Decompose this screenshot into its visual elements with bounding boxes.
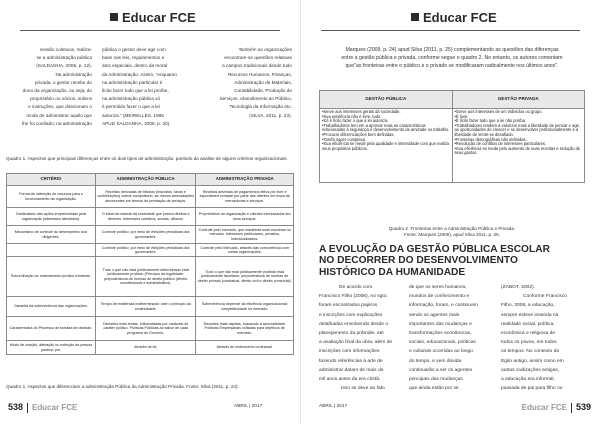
text-line: administrar datam de mais de [319, 367, 384, 373]
text-line: autoriza." (MEIRELLES, 1995 [102, 112, 164, 118]
right-page-header [321, 8, 580, 31]
footer-date: ABRIL | 2017 [319, 404, 348, 409]
table-cell: Tudo o que não está juridicamente proibido está juridicamente facultado; prepoderância de normas de direito privado (contratual, direito civil e direito comercial). [196, 257, 294, 297]
table-row [320, 109, 585, 183]
text-line: é permitido fazer o que a lei [102, 104, 160, 110]
text-line: sessão coletivos, realiza- [39, 47, 92, 52]
list-item: •Sua eficiência se mede pela qualidade e intensidade com que realiza seus propósitos públicos. [322, 141, 450, 151]
table-cell: Receitas derivadas de tributos (impostos, taxas e contribuições) cobrar compulsório, se menos arrecadações decorrentes em termos de prestação de serviços. [95, 186, 195, 208]
list-item: •Serve aos interesses gerais da sociedade. [322, 109, 401, 114]
text-line: encontram-se questões relativas [224, 55, 292, 61]
table-cell: Característica do Processo de tomada de decisão. [7, 317, 96, 341]
footer-brand: Educar FCE [521, 403, 567, 412]
text-line: modo de administrar aquilo que [26, 112, 92, 118]
text-line: sempre esteve inserida na [501, 312, 559, 318]
text-line: e inscrições com explicações [319, 312, 383, 318]
left-column-3 [202, 46, 292, 120]
table-cell [7, 244, 96, 257]
text-line: fazendo referências à arte de [319, 358, 383, 364]
text-line: que"as fronteiras entre o público e o privado se modificaram radicalmente nos últimos anos". [345, 63, 559, 69]
footer-divider [571, 403, 572, 413]
table-cell: Através de lei. [95, 341, 195, 355]
left-footer [8, 402, 263, 414]
text-line: informação, foram, e continuam [409, 303, 478, 309]
table-cell: Forma de obtenção de recursos para o funcionamento da organização. [7, 186, 96, 208]
page-number: 539 [575, 402, 591, 412]
page-number: 538 [8, 402, 24, 412]
section-heading [319, 244, 589, 278]
list-item: •Serve aos interesses de um indivíduo ou grupo. [454, 109, 543, 114]
list-item: •É lícito fazer tudo que a lei não proíba. [454, 118, 527, 124]
text-line: na administração pública só [102, 96, 161, 102]
text-line: APUD SALDANHA, 2006, p. 20). [102, 120, 171, 126]
right-footer [317, 402, 593, 414]
text-line: Fonte: Marques (2009), apud Silva 2011, p. 25. [404, 231, 500, 237]
left-column-1 [6, 46, 92, 128]
text-line: (SILVA, 2011, p. 23). [249, 112, 292, 118]
text-line: Serviços, Abondimento ao Público, [219, 96, 292, 102]
text-line: sendo os agentes mais [409, 312, 460, 318]
table-cell: Controle pelo mercado, que manifesta suas escolhas no mercado. Interesses particulares, privados, individualizados. [196, 226, 294, 244]
table-cell: Garantia da sobrevivência das organizações. [7, 297, 96, 317]
text-line: Tecnologia da Informação etc. [229, 104, 292, 110]
table-row [7, 257, 294, 297]
text-line: mundos de conhecimento e [409, 294, 470, 300]
list-item: •Sua existência não é livre, tudo. [322, 113, 382, 119]
table-header-row [320, 91, 585, 109]
text-line: os tempos. No contexto do [501, 349, 560, 355]
text-line: mil anos antes da era cristã. [319, 377, 381, 383]
text-line: e culturais ocorridas ao longo [409, 349, 473, 355]
table-cell: Subordinação ao ordenamento jurídico existente. [7, 257, 96, 297]
table-cell [320, 109, 453, 183]
list-item: •Só é lícito fazer o que a lei autoriza. [322, 118, 389, 124]
text-line: Egito antigo, assim como em [501, 358, 564, 364]
list-item: •Resolução de conflitos de interesses particulares. [454, 141, 547, 147]
text-line: Francisco Filho (2006), no sgto, [319, 294, 388, 300]
text-line: realidade social, política, [501, 321, 555, 327]
table1-caption-bottom: Quadro 1. Aspectos que diferenciam a administração Pública da Administração Privada. Fonte: Silva (2011, p. 24). [6, 384, 239, 389]
table-header-cell: GESTÃO PÚBLICA [320, 91, 453, 109]
table-cell: Decisões mais lentas, influenciadas por variáveis de caráter político. Políticas Públicas ao sabor de cada programa de Governo. [95, 317, 195, 341]
text-line: importantes das mudanças e [409, 321, 472, 327]
table-row [7, 297, 294, 317]
text-line: e instruções, que direcionam o [28, 104, 92, 110]
table-cell: Através de instrumento contratual. [196, 341, 294, 355]
text-line: base nas leis, regulamentos e [102, 55, 165, 61]
table-row [7, 226, 294, 244]
text-line: De acordo com [339, 285, 373, 290]
table-row [7, 317, 294, 341]
text-line: pública o gestor deve agir com [102, 47, 166, 52]
right-page [300, 0, 600, 424]
text-line: privada, o gestor recebe do [34, 79, 92, 85]
heading-line: NO DECORRER DO DESENVOLVIMENTO [319, 255, 518, 267]
text-line: (SALDANHA, 2006, p. 12). [36, 63, 92, 69]
table-header-cell: ADMINISTRAÇÃO PÚBLICA [95, 174, 195, 186]
table-cell [452, 109, 585, 183]
table-header-cell: ADMINISTRAÇÃO PRIVADA [196, 174, 294, 186]
right-column-1 [319, 283, 403, 393]
table-cell: Sobrevivência depende da eficiência organizacional: competitividade no mercado. [196, 297, 294, 317]
table-cell: Receitas advindas de pagamentos feitos por livre e espontânea vontade por parte dos clientes em troca de mercadorias e serviços. [196, 186, 294, 208]
text-line: lhe foi confiado; na administração [22, 120, 92, 126]
table-cell: Controle político, por meio de eleições periódicas dos governantes. [95, 226, 195, 244]
text-line: passada de pai para filho ou [501, 386, 563, 392]
text-line: Também as organizações [238, 47, 292, 52]
text-line: do tempo, e sem dúvida [409, 358, 462, 364]
text-line: principais das mudanças [409, 377, 463, 383]
table-row [7, 208, 294, 226]
text-line: a avaliação final da obra, além de [319, 340, 393, 346]
text-line: Marques (2009, p. 24) apud Silva (2011, p. 25) complementando as questões das diferenças [345, 47, 559, 53]
text-line: que ainda estão por vir. [409, 386, 460, 392]
text-line: da Administração. Assim, "enquanto [102, 71, 177, 77]
text-line: Isso se deve ao fato [341, 386, 385, 392]
text-line: Filho, 2006, a educação, [501, 303, 555, 309]
text-line: sociais, educacionais, políticas [409, 340, 476, 346]
text-line: todos os povos, em todos [501, 340, 557, 346]
text-line: atos especiais, dentro da moral [102, 63, 168, 69]
text-line: na administração particular é [102, 79, 163, 85]
square-bullet-icon [411, 13, 419, 21]
text-line: de que os seres humanos, [409, 285, 467, 290]
heading-line: HISTÓRICO DA HUMANIDADE [319, 266, 466, 278]
table-cell: Mecanismo de controle do desempenho dos dirigentes. [7, 226, 96, 244]
table-row [7, 341, 294, 355]
right-column-2 [409, 283, 497, 393]
right-column-3 [501, 283, 587, 393]
table-cell: Controle político, por meio de eleições periódicas dos governantes. [95, 244, 195, 257]
footer-brand: Educar FCE [32, 403, 78, 412]
table-header-cell: GESTÃO PRIVADA [452, 91, 585, 109]
list-item: •Trabalhadores tem em a aprovar mais as características relacionadas à segurança e desenvolvimento de amizade no trabalho. [322, 122, 450, 133]
footer-date: ABRIL | 2017 [234, 404, 263, 409]
list-item: •Sua eficiência se mede pelo aumento de suas receitas e redução de seus gastos. [454, 145, 581, 156]
intro-paragraph [319, 46, 585, 70]
text-line: (ZABOT, 2002). [501, 285, 535, 290]
list-item: •Tarefa super complexa. [322, 136, 366, 142]
table-header-cell: CRITÉRIO [7, 174, 96, 186]
square-bullet-icon [110, 13, 118, 21]
text-line: Quadro 2. Fronteiras entre a Administração Pública e Privada. [388, 226, 516, 231]
text-line: entre a gestão pública e privada, conforme segue o quadro 2. No entanto, os autores comentam [341, 55, 563, 61]
text-line: Contabilidade, Produção de [234, 88, 292, 94]
list-item: •É livre. [454, 113, 469, 119]
left-header-brand: Educar FCE [110, 10, 196, 25]
text-line: Recursos Humanos, Finanças, [227, 71, 292, 77]
table-row [7, 186, 294, 208]
table2-caption [319, 226, 585, 237]
text-line: a campos tradicionais desde tudo [222, 63, 292, 69]
heading-line: A EVOLUÇÃO DA GESTÃO PÚBLICA ESCOLAR [319, 244, 550, 255]
text-line: planejamento da prâmide, até [319, 331, 384, 337]
table-cell: Destinatário das ações empreendidas pela organização (interesses atendidos). [7, 208, 96, 226]
text-line: detalhadas envolvendo desde o [319, 321, 389, 327]
text-line: Conforme Francisco [523, 294, 568, 300]
right-header-brand: Educar FCE [411, 10, 497, 25]
table-cell: Tempo de existência indeterminado: vale o princípio da continuidade. [95, 297, 195, 317]
text-line: Na administração [55, 71, 92, 77]
boundaries-table [319, 90, 585, 183]
table1-caption-top: Quadro 1. Aspectos que principais diferenças entre os dois tipos de administração, partindo da análise de alguns critérios organizacionais. [6, 156, 288, 161]
table-row [7, 244, 294, 257]
text-line: Administração de Materiais, [234, 79, 292, 85]
footer-page-group [522, 402, 591, 413]
text-line: proprietário ou sócios, ordens [30, 96, 92, 102]
text-line: se a administração pública [36, 55, 92, 61]
table-cell: Proprietários da organização e clientes interessados em seus serviços. [196, 208, 294, 226]
table-header-row [7, 174, 294, 186]
list-item: •Fronteiras demográficas não definidas. [454, 136, 527, 142]
table-cell: O ideal da maioria da sociedade que possui direitos e deveres. Interesses coletivos, sociais, difusos. [95, 208, 195, 226]
table-cell: Modo de criação, alteração ou extinção da pessoa jurídica, por. [7, 341, 96, 355]
left-column-2 [102, 46, 194, 128]
text-line: econômica e religiosa de [501, 331, 556, 337]
left-page-header [20, 8, 280, 31]
table-cell: Decisões mais rápidas, buscando a racionalidade. Políticas Empresariais voltadas para objetivos de mercado. [196, 317, 294, 341]
text-line: transformações econômicas, [409, 331, 472, 337]
text-line: foram encontrados papiros [319, 303, 378, 309]
text-line: inscrições com informações [319, 349, 380, 355]
comparison-table [6, 173, 294, 355]
text-line: dono da organização, ou seja, do [22, 88, 92, 94]
text-line: a educação era informal, [501, 377, 555, 383]
table-cell: Tudo o que não está juridicamente determinado está juridicamente proibido (Princípio da legalidade: prepoderância de normas de direito público (direito constitucional e administrativo). [95, 257, 195, 297]
text-line: outras civilizações antigas, [501, 367, 560, 373]
list-item: •Procurar diferenciações bem definidas. [322, 131, 395, 137]
text-line: lícito fazer tudo que a lei proíbe, [102, 88, 169, 94]
footer-divider [27, 403, 28, 413]
text-line: continuarão a ser os agentes [409, 367, 473, 373]
table-cell: Controle pelo Mercado, através das concorrência com outras organizações. [196, 244, 294, 257]
list-item: •Trabalhadores tendem a valorizar mais a liberdade de pensar e agir, as oportunidades de crescer e se desenvolver profissionalmente e a liberdade de sentir-se desafiado. [454, 122, 580, 137]
